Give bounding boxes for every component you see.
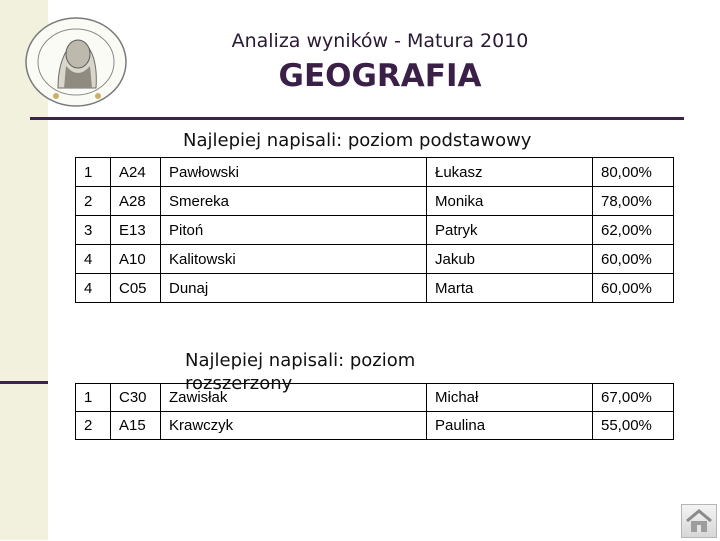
rank-cell: 2: [76, 412, 111, 440]
code-cell: C30: [111, 384, 161, 412]
table-row: [76, 187, 674, 216]
score-cell: 80,00%: [593, 158, 674, 187]
surname-cell: Smereka: [161, 187, 427, 216]
first-name-cell: Paulina: [427, 412, 593, 440]
basic-results-table: [75, 157, 674, 303]
subject-title: GEOGRAFIA: [278, 58, 482, 94]
code-cell: A10: [111, 245, 161, 274]
first-name-cell: Marta: [427, 274, 593, 303]
score-cell: 60,00%: [593, 245, 674, 274]
rank-cell: 4: [76, 245, 111, 274]
score-cell: 60,00%: [593, 274, 674, 303]
surname-cell: Pitoń: [161, 216, 427, 245]
surname-cell: Pawłowski: [161, 158, 427, 187]
score-cell: 55,00%: [593, 412, 674, 440]
rank-cell: 1: [76, 158, 111, 187]
code-cell: A24: [111, 158, 161, 187]
table-row: [76, 274, 674, 303]
page-title: Analiza wyników - Matura 2010: [231, 30, 529, 52]
basic-level-heading: Najlepiej napisali: poziom podstawowy: [183, 130, 532, 151]
score-cell: 62,00%: [593, 216, 674, 245]
code-cell: A28: [111, 187, 161, 216]
header-divider: [30, 117, 684, 120]
rank-cell: 1: [76, 384, 111, 412]
table-row: [76, 158, 674, 187]
score-cell: 78,00%: [593, 187, 674, 216]
table-row: [76, 216, 674, 245]
first-name-cell: Patryk: [427, 216, 593, 245]
side-divider: [0, 381, 48, 384]
first-name-cell: Monika: [427, 187, 593, 216]
rank-cell: 2: [76, 187, 111, 216]
score-cell: 67,00%: [593, 384, 674, 412]
code-cell: C05: [111, 274, 161, 303]
surname-cell: Dunaj: [161, 274, 427, 303]
surname-cell: Zawisłak: [161, 384, 427, 412]
rank-cell: 3: [76, 216, 111, 245]
extended-level-heading: Najlepiej napisali: poziom rozszerzony: [185, 350, 416, 394]
rank-cell: 4: [76, 274, 111, 303]
table-row: [76, 412, 674, 440]
code-cell: A15: [111, 412, 161, 440]
first-name-cell: Łukasz: [427, 158, 593, 187]
first-name-cell: Michał: [427, 384, 593, 412]
surname-cell: Krawczyk: [161, 412, 427, 440]
surname-cell: Kalitowski: [161, 245, 427, 274]
home-icon: [682, 505, 716, 537]
code-cell: E13: [111, 216, 161, 245]
school-seal-icon: [22, 14, 130, 110]
table-row: [76, 245, 674, 274]
first-name-cell: Jakub: [427, 245, 593, 274]
home-button[interactable]: [681, 504, 717, 538]
